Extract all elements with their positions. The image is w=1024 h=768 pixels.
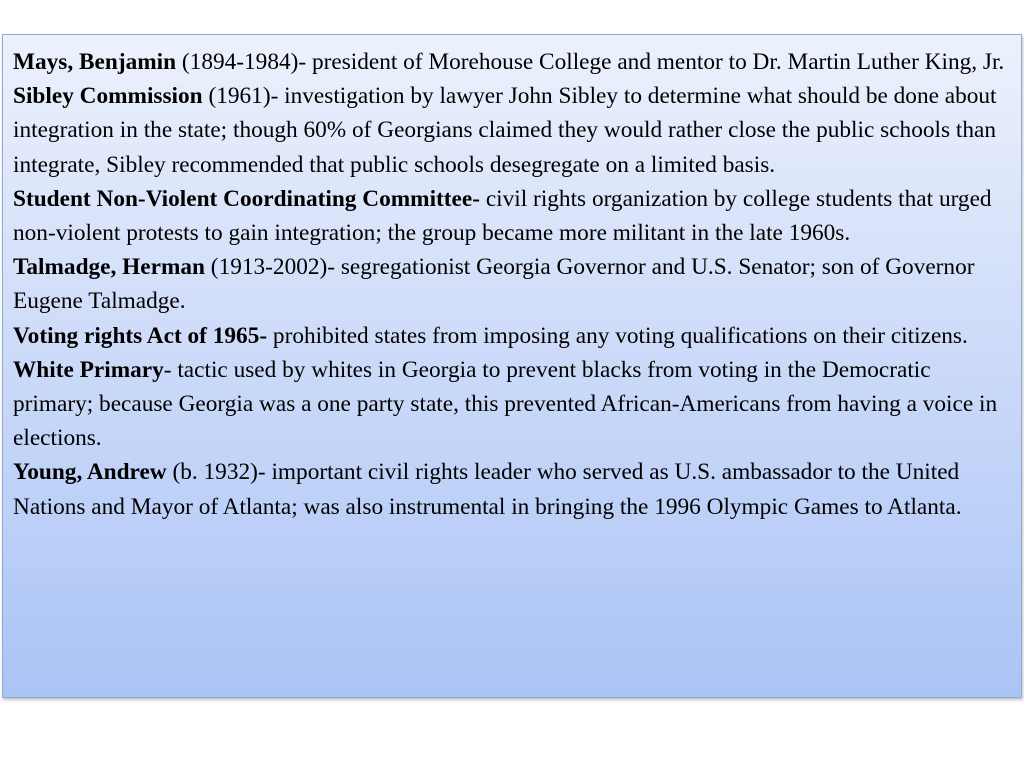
glossary-term: Mays, Benjamin (13, 49, 177, 75)
glossary-definition: (b. 1932)- important civil rights leader who served as U.S. ambassador to the United Nations and Mayor of Atlanta; was also instrumental in bringing the 1996 Olympic Games to Atlanta. (13, 459, 962, 520)
glossary-entry-sncc (13, 182, 1015, 250)
glossary-term: Young, Andrew (13, 459, 167, 486)
glossary-definition: - tactic used by whites in Georgia to prevent blacks from voting in the Democratic primary; because Georgia was a one party state, this prevented African-Americans from having a voice in elections. (13, 356, 998, 452)
glossary-definition: (1961)- investigation by lawyer John Sibley to determine what should be done about integration in the state; though 60% of Georgians claimed they would rather close the public schools than integrate, Sibley recommended that public schools desegregate on a limited basis. (13, 83, 997, 178)
glossary-entry-sibley-commission (13, 79, 1015, 182)
glossary-entry-young-andrew (13, 455, 1015, 523)
glossary-box (2, 34, 1022, 698)
glossary-entry-white-primary (13, 353, 1015, 456)
glossary-term: White Primary (13, 356, 164, 383)
glossary-term: Voting rights Act of 1965- (13, 322, 268, 349)
glossary-term: Talmadge, Herman (13, 254, 205, 281)
glossary-entry-voting-rights-act (13, 319, 1015, 353)
glossary-term: Student Non-Violent Coordinating Committee- (13, 185, 480, 212)
glossary-term: Sibley Commission (13, 83, 203, 110)
glossary-definition: civil rights organization by college students that urged non-violent protests to gain integration; the group became more militant in the late 1960s. (13, 185, 992, 247)
glossary-definition: prohibited states from imposing any voting qualifications on their citizens. (267, 322, 968, 349)
glossary-entry-talmadge-herman (13, 250, 1015, 318)
glossary-definition: (1894-1984)- president of Morehouse College and mentor to Dr. Martin Luther King, Jr. (176, 49, 1005, 75)
glossary-entry-mays-benjamin (13, 45, 1015, 79)
glossary-definition: (1913-2002)- segregationist Georgia Governor and U.S. Senator; son of Governor Eugene Talmadge. (13, 254, 975, 315)
